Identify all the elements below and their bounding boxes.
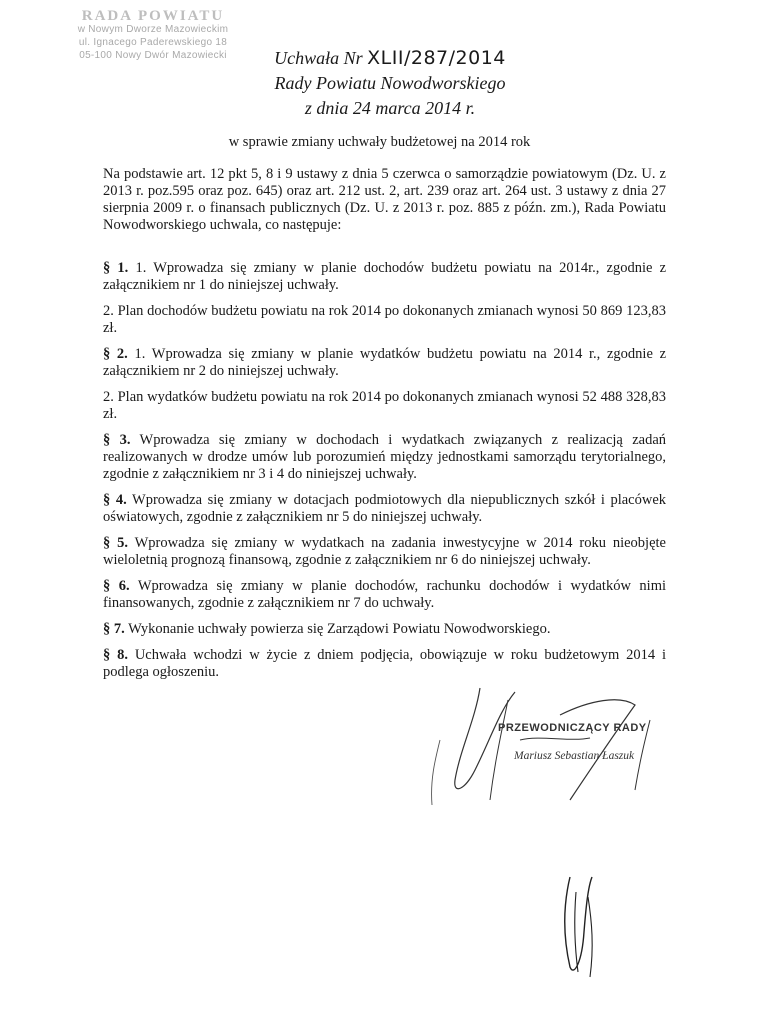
- stamp-line: w Nowym Dworze Mazowieckim: [77, 24, 229, 35]
- resolution-number: XLII/287/2014: [367, 47, 506, 69]
- section-mark: § 6.: [103, 578, 130, 594]
- section-1: [103, 260, 666, 294]
- stamp-line: 05-100 Nowy Dwór Mazowiecki: [79, 50, 227, 61]
- section-text: 1. Wprowadza się zmiany w planie wydatków budżetu powiatu na 2014 r., zgodnie z załącznikiem nr 2 do niniejszej uchwały.: [103, 346, 666, 379]
- section-mark: § 3.: [103, 432, 131, 448]
- section-7: [103, 621, 666, 638]
- resolution-prefix: Uchwała Nr: [274, 48, 363, 68]
- resolution-date: z dnia 24 marca 2014 r.: [304, 98, 476, 118]
- section-text: 1. Wprowadza się zmiany w planie dochodów budżetu powiatu na 2014r., zgodnie z załącznikiem nr 1 do niniejszej uchwały.: [103, 260, 667, 293]
- resolution-title: [240, 46, 540, 71]
- council-stamp: [58, 10, 248, 62]
- council-name: Rady Powiatu Nowodworskiego: [274, 73, 506, 93]
- handwritten-initials: [552, 872, 612, 982]
- signature-name: Mariusz Sebastian Łaszuk: [514, 750, 635, 762]
- section-5: [103, 535, 666, 569]
- section-8: [103, 647, 666, 681]
- section-3: [103, 432, 666, 483]
- section-2-point-2: 2. Plan wydatków budżetu powiatu na rok 2014 po dokonanych zmianach wynosi 52 488 328,83 zł.: [103, 389, 666, 422]
- resolution-header: [240, 46, 540, 121]
- section-text: Wprowadza się zmiany w dotacjach podmiotowych dla niepublicznych szkół i placówek oświatowych, zgodnie z załącznikiem nr 5 do niniejszej uchwały.: [103, 492, 667, 525]
- section-1-point-2: 2. Plan dochodów budżetu powiatu na rok 2014 po dokonanych zmianach wynosi 50 869 123,83 zł.: [103, 303, 666, 336]
- section-text: Uchwała wchodzi w życie z dniem podjęcia, obowiązuje w roku budżetowym 2014 i podlega ogłoszeniu.: [103, 647, 666, 680]
- section-4: [103, 492, 666, 526]
- section-mark: § 8.: [103, 647, 128, 663]
- section-2: [103, 346, 666, 380]
- section-text: Wykonanie uchwały powierza się Zarządowi Powiatu Nowodworskiego.: [124, 621, 551, 637]
- section-text: Wprowadza się zmiany w wydatkach na zadania inwestycyjne w 2014 roku nieobjęte wieloletnią prognozą finansową, zgodnie z załącznikiem nr 6 do niniejszej uchwały.: [103, 535, 666, 568]
- section-mark: § 5.: [103, 535, 128, 551]
- signature-title: PRZEWODNICZĄCY RADY: [498, 722, 647, 734]
- section-mark: § 2.: [103, 346, 128, 362]
- section-mark: § 7.: [103, 621, 125, 637]
- resolution-subject: w sprawie zmiany uchwały budżetowej na 2014 rok: [228, 134, 531, 150]
- section-text: Wprowadza się zmiany w planie dochodów, rachunku dochodów i wydatków nimi finansowanych, zgodnie z załącznikiem nr 7 do uchwały.: [103, 578, 667, 611]
- stamp-line: ul. Ignacego Paderewskiego 18: [78, 37, 228, 48]
- preamble: Na podstawie art. 12 pkt 5, 8 i 9 ustawy z dnia 5 czerwca o samorządzie powiatowym (Dz. U. z 2013 r. poz.595 oraz poz. 645) oraz art. 212 ust. 2, art. 239 oraz art. 264 ust. 3 ustawy z dnia 27 sierpnia 2009 r. o finansach publicznych (Dz. U. z 2013 r. poz. 885 z późn. zm.), Rada Powiatu Nowodworskiego uchwala, co następuje:: [103, 166, 666, 233]
- section-mark: § 4.: [103, 492, 127, 508]
- section-text: Wprowadza się zmiany w dochodach i wydatkach związanych z realizacją zadań realizowanych w drodze umów lub porozumień między jednostkami samorządu terytorialnego, zgodnie z załącznikiem nr 3 i 4 do niniejszej uchwały.: [103, 432, 667, 482]
- section-6: [103, 578, 666, 612]
- resolution-body: [103, 166, 666, 690]
- section-mark: § 1.: [103, 260, 129, 276]
- stamp-title: RADA POWIATU: [81, 8, 225, 24]
